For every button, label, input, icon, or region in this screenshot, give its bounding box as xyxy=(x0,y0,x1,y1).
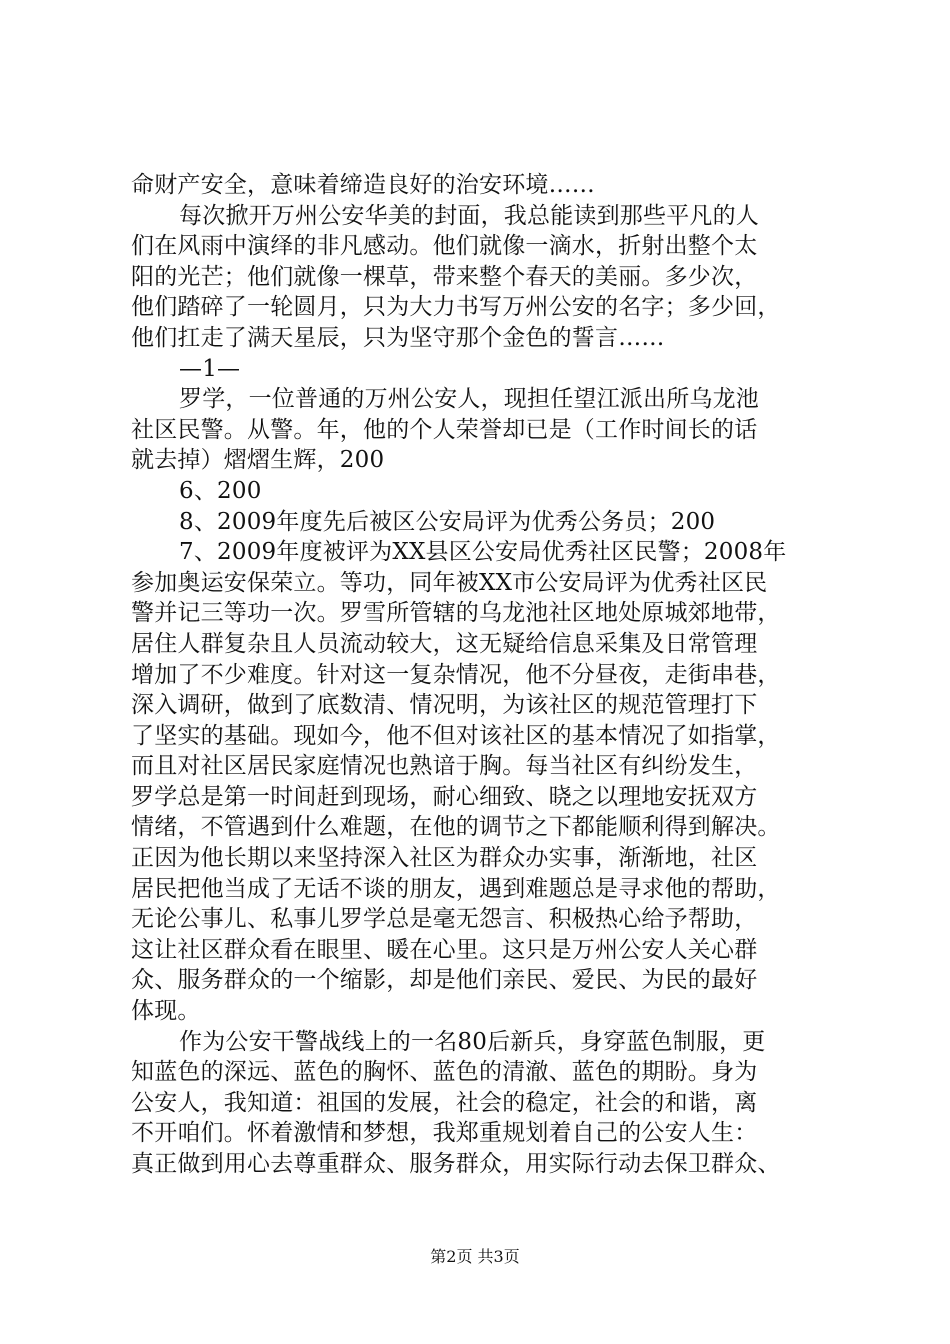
text-line: 体现。 xyxy=(131,998,201,1025)
text-line: 深入调研，做到了底数清、情况明，为该社区的规范管理打下 xyxy=(131,692,758,719)
text-line: 真正做到用心去尊重群众、服务群众，用实际行动去保卫群众、 xyxy=(131,1151,781,1177)
text-line: 8、2009年度先后被区公安局评为优秀公务员；200 xyxy=(179,508,716,535)
text-line: 社区民警。从警。年，他的个人荣誉却已是（工作时间长的话 xyxy=(131,416,758,443)
text-line: 众、服务群众的一个缩影，却是他们亲民、爱民、为民的最好 xyxy=(131,967,758,994)
page-footer: 第2页 共3页 xyxy=(430,1247,520,1266)
text-line: —1— xyxy=(179,355,241,382)
text-line: 6、200 xyxy=(179,477,262,504)
text-line: 阳的光芒；他们就像一棵草，带来整个春天的美丽。多少次， xyxy=(131,263,758,290)
text-line: 7、2009年度被评为XX县区公安局优秀社区民警；2008年 xyxy=(179,539,787,566)
text-line: 们在风雨中演绎的非凡感动。他们就像一滴水，折射出整个太 xyxy=(131,233,758,260)
text-line: 警并记三等功一次。罗雪所管辖的乌龙池社区地处原城郊地带， xyxy=(131,600,781,627)
text-line: 而且对社区居民家庭情况也熟谙于胸。每当社区有纠纷发生， xyxy=(131,753,758,780)
text-line: 他们扛走了满天星辰，只为坚守那个金色的誓言…… xyxy=(131,324,665,351)
text-line: 无论公事儿、私事儿罗学总是毫无怨言、积极热心给予帮助， xyxy=(131,906,758,933)
text-line: 知蓝色的深远、蓝色的胸怀、蓝色的清澈、蓝色的期盼。身为 xyxy=(131,1059,758,1086)
text-line: 就去掉）熠熠生辉，200 xyxy=(131,447,385,474)
text-line: 正因为他长期以来坚持深入社区为群众办实事，渐渐地，社区 xyxy=(131,845,758,872)
text-line: 增加了不少难度。针对这一复杂情况，他不分昼夜，走街串巷， xyxy=(131,661,781,688)
text-line: 参加奥运安保荣立。等功，同年被XX市公安局评为优秀社区民 xyxy=(131,569,768,596)
text-line: 不开咱们。怀着激情和梦想，我郑重规划着自己的公安人生： xyxy=(131,1120,758,1147)
text-line: 这让社区群众看在眼里、暖在心里。这只是万州公安人关心群 xyxy=(131,936,758,963)
text-line: 公安人，我知道：祖国的发展，社会的稳定，社会的和谐，离 xyxy=(131,1089,758,1116)
text-line: 罗学总是第一时间赶到现场，耐心细致、晓之以理地安抚双方 xyxy=(131,783,758,810)
text-line: 了坚实的基础。现如今，他不但对该社区的基本情况了如指掌， xyxy=(131,722,781,749)
text-line: 命财产安全，意味着缔造良好的治安环境…… xyxy=(131,172,595,198)
text-line: 居民把他当成了无话不谈的朋友，遇到难题总是寻求他的帮助， xyxy=(131,875,781,902)
text-line: 情绪，不管遇到什么难题，在他的调节之下都能顺利得到解决。 xyxy=(131,814,781,841)
text-line: 每次掀开万州公安华美的封面，我总能读到那些平凡的人 xyxy=(179,202,759,229)
text-line: 作为公安干警战线上的一名80后新兵，身穿蓝色制服，更 xyxy=(179,1028,766,1055)
document-body xyxy=(131,170,843,1180)
text-line: 他们踏碎了一轮圆月，只为大力书写万州公安的名字；多少回， xyxy=(131,294,781,321)
text-line: 居住人群复杂且人员流动较大，这无疑给信息采集及日常管理 xyxy=(131,630,758,657)
text-line: 罗学，一位普通的万州公安人，现担任望江派出所乌龙池 xyxy=(179,386,759,413)
